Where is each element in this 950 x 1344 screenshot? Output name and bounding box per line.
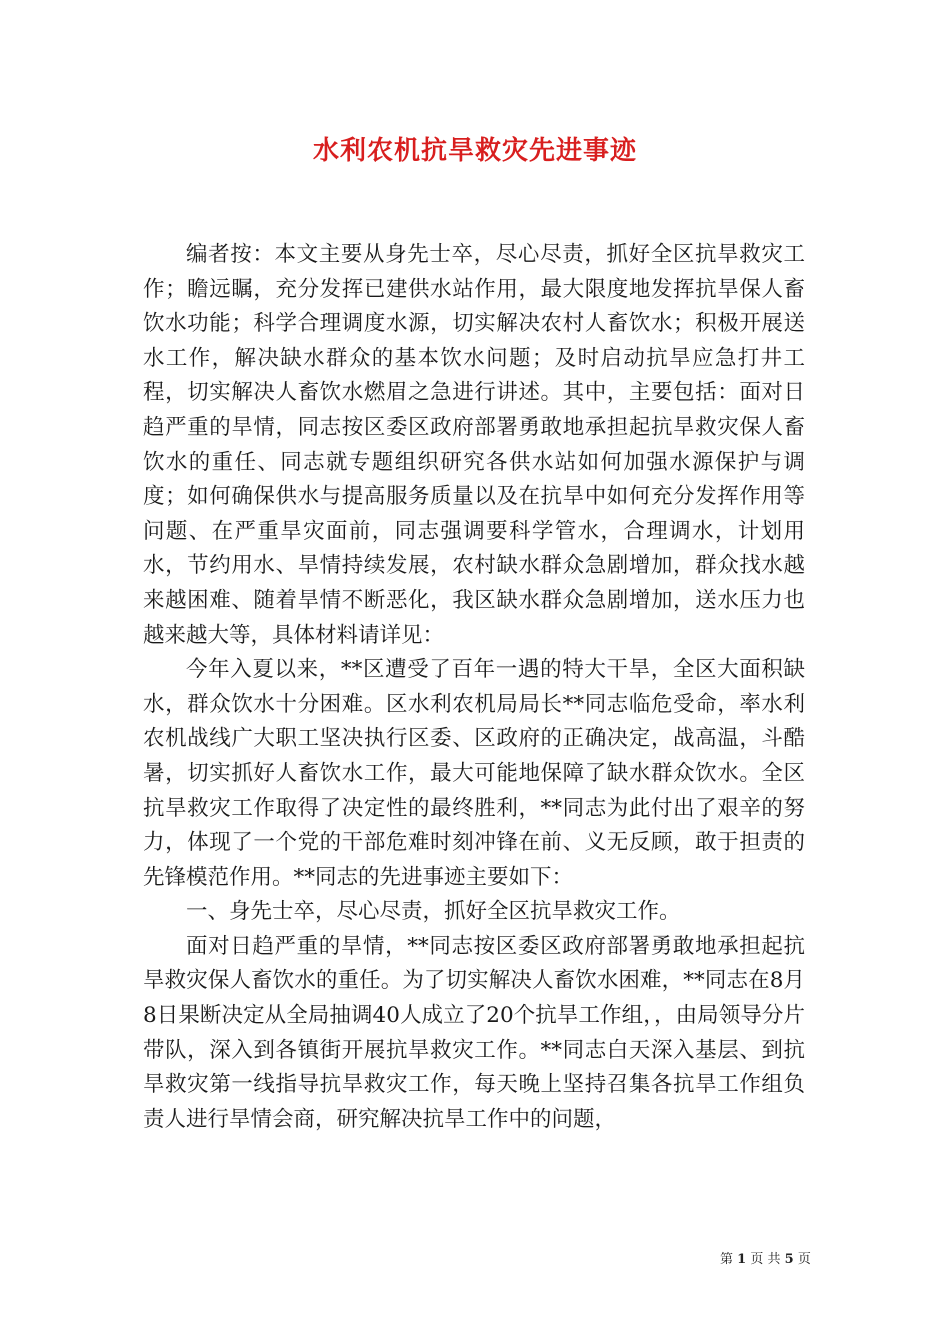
document-title: 水利农机抗旱救灾先进事迹 <box>312 136 637 166</box>
paragraph-section-body: 面对日趋严重的旱情，**同志按区委区政府部署勇敢地承担起抗旱救灾保人畜饮水的重任。为了切实解决人畜饮水困难，**同志在8月8日果断决定从全局抽调40人成立了20个抗旱工作组，，由局领导分片带队，深入到各镇街开展抗旱救灾工作。**同志白天深入基层、到抗旱救灾第一线指导抗旱救灾工作，每天晚上坚持召集各抗旱工作组负责人进行旱情会商，研究解决抗旱工作中的问题， <box>143 933 805 1132</box>
footer-suffix: 页 <box>797 1252 811 1267</box>
page-footer <box>720 1248 811 1267</box>
footer-prefix: 第 <box>720 1252 734 1267</box>
document-body <box>143 238 805 1137</box>
paragraph-section-heading: 一、身先士卒，尽心尽责，抓好全区抗旱救灾工作。 <box>186 899 681 925</box>
paragraph-editor-note: 编者按：本文主要从身先士卒，尽心尽责，抓好全区抗旱救灾工作；瞻远瞩，充分发挥已建供水站作用，最大限度地发挥抗旱保人畜饮水功能；科学合理调度水源，切实解决农村人畜饮水；积极开展送水工作，解决缺水群众的基本饮水问题；及时启动抗旱应急打井工程，切实解决人畜饮水燃眉之急进行讲述。其中，主要包括：面对日趋严重的旱情，同志按区委区政府部署勇敢地承担起抗旱救灾保人畜饮水的重任、同志就专题组织研究各供水站如何加强水源保护与调度；如何确保供水与提高服务质量以及在抗旱中如何充分发挥作用等问题、在严重旱灾面前，同志强调要科学管水，合理调水，计划用水，节约用水、旱情持续发展，农村缺水群众急剧增加，群众找水越来越困难、随着旱情不断恶化，我区缺水群众急剧增加，送水压力也越来越大等，具体材料请详见： <box>143 242 805 648</box>
paragraph-intro: 今年入夏以来，**区遭受了百年一遇的特大干旱，全区大面积缺水，群众饮水十分困难。区水利农机局局长**同志临危受命，率水利农机战线广大职工坚决执行区委、区政府的正确决定，战高温，斗酷暑，切实抓好人畜饮水工作，最大可能地保障了缺水群众饮水。全区抗旱救灾工作取得了决定性的最终胜利，**同志为此付出了艰辛的努力，体现了一个党的干部危难时刻冲锋在前、义无反顾，敢于担责的先锋模范作用。**同志的先进事迹主要如下： <box>143 657 805 890</box>
footer-current-page: 1 <box>737 1252 747 1267</box>
footer-middle: 页 共 <box>750 1252 781 1267</box>
footer-total-pages: 5 <box>784 1252 794 1267</box>
